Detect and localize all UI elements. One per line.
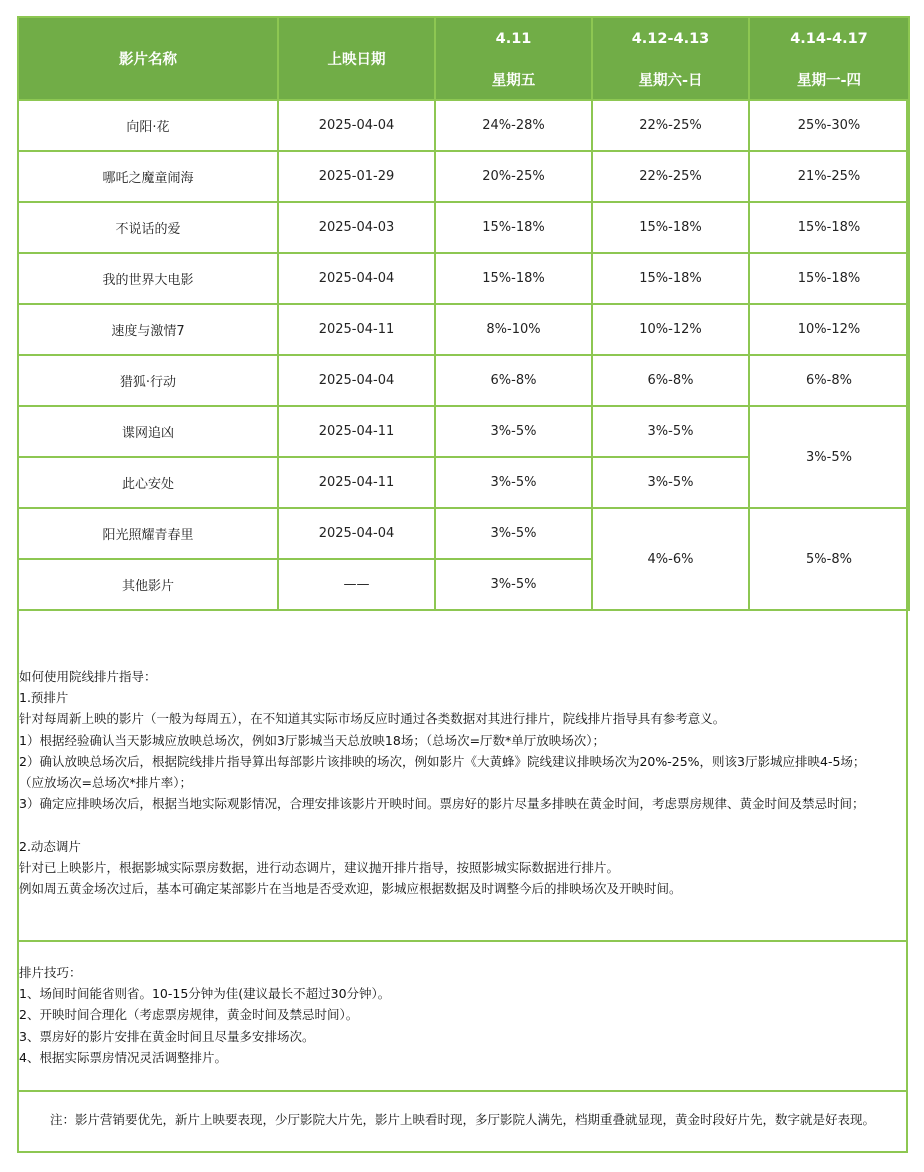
release-date: 2025-04-03 xyxy=(278,202,435,253)
rate-period-1: 3%-5% xyxy=(435,559,592,610)
tip-line: 4、根据实际票房情况灵活调整排片。 xyxy=(19,1049,227,1065)
table-row xyxy=(18,304,909,355)
header-period-2-day: 星期六-日 xyxy=(592,59,749,100)
table-row xyxy=(18,151,909,202)
tips-heading: 排片技巧： xyxy=(19,965,82,980)
rate-period-3: 15%-18% xyxy=(749,202,909,253)
table-row xyxy=(18,355,909,406)
header-period-3-day: 星期一-四 xyxy=(749,59,909,100)
film-name: 不说话的爱 xyxy=(18,202,278,253)
release-date: 2025-04-04 xyxy=(278,253,435,304)
rate-period-3-merged: 5%-8% xyxy=(749,508,909,610)
film-name: 猎狐·行动 xyxy=(18,355,278,406)
guide-heading: 如何使用院线排片指导： xyxy=(19,669,157,684)
rate-period-3: 21%-25% xyxy=(749,151,909,202)
film-name: 阳光照耀青春里 xyxy=(18,508,278,559)
guide-line: 2.动态调片 xyxy=(19,838,81,854)
rate-period-2-merged: 4%-6% xyxy=(592,508,749,610)
rate-period-1: 3%-5% xyxy=(435,406,592,457)
film-name: 其他影片 xyxy=(18,559,278,610)
guide-line: 3）确定应排映场次后，根据当地实际观影情况，合理安排该影片开映时间。票房好的影片尽量多排映在黄金时间，考虑票房规律、黄金时间及禁忌时间； xyxy=(19,796,865,812)
rate-period-3: 15%-18% xyxy=(749,253,909,304)
footer-note: 注：影片营销要优先，新片上映要表现，少厅影院大片先，影片上映看时现，多厅影院人满先，档期重叠就显现，黄金时段好片先，数字就是好表现。 xyxy=(49,1112,875,1127)
rate-period-1: 3%-5% xyxy=(435,457,592,508)
film-name: 此心安处 xyxy=(18,457,278,508)
rate-period-1: 3%-5% xyxy=(435,508,592,559)
film-name: 速度与激情7 xyxy=(18,304,278,355)
film-name: 谍网追凶 xyxy=(18,406,278,457)
rate-period-2: 10%-12% xyxy=(592,304,749,355)
release-date: 2025-04-11 xyxy=(278,304,435,355)
header-release-date: 上映日期 xyxy=(278,17,435,100)
table-row xyxy=(18,406,909,457)
tip-line: 3、票房好的影片安排在黄金时间且尽量多安排场次。 xyxy=(19,1028,315,1044)
header-period-3-date: 4.14-4.17 xyxy=(749,17,909,59)
rate-period-1: 20%-25% xyxy=(435,151,592,202)
release-date: 2025-04-04 xyxy=(278,100,435,151)
guide-line: （应放场次=总场次*排片率）； xyxy=(19,775,192,791)
rate-period-1: 15%-18% xyxy=(435,202,592,253)
film-name: 我的世界大电影 xyxy=(18,253,278,304)
table-row xyxy=(18,253,909,304)
rate-period-3: 6%-8% xyxy=(749,355,909,406)
rate-period-3-merged: 3%-5% xyxy=(749,406,909,508)
header-period-1-date: 4.11 xyxy=(435,17,592,59)
rate-period-2: 22%-25% xyxy=(592,100,749,151)
section-divider xyxy=(17,940,908,942)
table-row xyxy=(18,202,909,253)
guide-line: 2）确认放映总场次后，根据院线排片指导算出每部影片该排映的场次，例如影片《大黄蜂》院线建议排映场次为20%-25%，则该3厅影城应排映4-5场； xyxy=(19,753,866,769)
rate-period-3: 25%-30% xyxy=(749,100,909,151)
release-date: —— xyxy=(278,559,435,610)
tip-line: 1、场间时间能省则省。10-15分钟为佳(建议最长不超过30分钟）。 xyxy=(19,986,391,1002)
rate-period-1: 15%-18% xyxy=(435,253,592,304)
film-name: 向阳·花 xyxy=(18,100,278,151)
release-date: 2025-04-04 xyxy=(278,355,435,406)
guide-blank-line xyxy=(19,814,906,835)
guide-line: 1.预排片 xyxy=(19,690,69,706)
scheduling-tips xyxy=(19,962,906,1068)
rate-period-3: 10%-12% xyxy=(749,304,909,355)
schedule-table xyxy=(17,16,910,611)
rate-period-2: 15%-18% xyxy=(592,253,749,304)
section-divider xyxy=(17,1090,908,1092)
release-date: 2025-01-29 xyxy=(278,151,435,202)
release-date: 2025-04-11 xyxy=(278,406,435,457)
table-row xyxy=(18,508,909,559)
release-date: 2025-04-04 xyxy=(278,508,435,559)
guide-line: 针对已上映影片，根据影城实际票房数据，进行动态调片，建议抛开排片指导，按照影城实际数据进行排片。 xyxy=(19,859,620,875)
release-date: 2025-04-11 xyxy=(278,457,435,508)
rate-period-2: 22%-25% xyxy=(592,151,749,202)
rate-period-2: 3%-5% xyxy=(592,406,749,457)
header-period-1-day: 星期五 xyxy=(435,59,592,100)
rate-period-1: 6%-8% xyxy=(435,355,592,406)
usage-guide xyxy=(19,666,906,899)
guide-line: 针对每周新上映的影片（一般为每周五），在不知道其实际市场反应时通过各类数据对其进行排片，院线排片指导具有参考意义。 xyxy=(19,711,726,727)
rate-period-2: 6%-8% xyxy=(592,355,749,406)
table-row xyxy=(18,100,909,151)
tip-line: 2、开映时间合理化（考虑票房规律，黄金时间及禁忌时间）。 xyxy=(19,1007,359,1023)
rate-period-2: 3%-5% xyxy=(592,457,749,508)
rate-period-1: 8%-10% xyxy=(435,304,592,355)
guide-line: 例如周五黄金场次过后，基本可确定某部影片在当地是否受欢迎，影城应根据数据及时调整今后的排映场次及开映时间。 xyxy=(19,881,682,897)
rate-period-1: 24%-28% xyxy=(435,100,592,151)
rate-period-2: 15%-18% xyxy=(592,202,749,253)
film-name: 哪吒之魔童闹海 xyxy=(18,151,278,202)
guide-line: 1）根据经验确认当天影城应放映总场次，例如3厅影城当天总放映18场；（总场次=厅数*单厅放映场次）； xyxy=(19,732,606,748)
header-period-2-date: 4.12-4.13 xyxy=(592,17,749,59)
header-film-name: 影片名称 xyxy=(18,17,278,100)
